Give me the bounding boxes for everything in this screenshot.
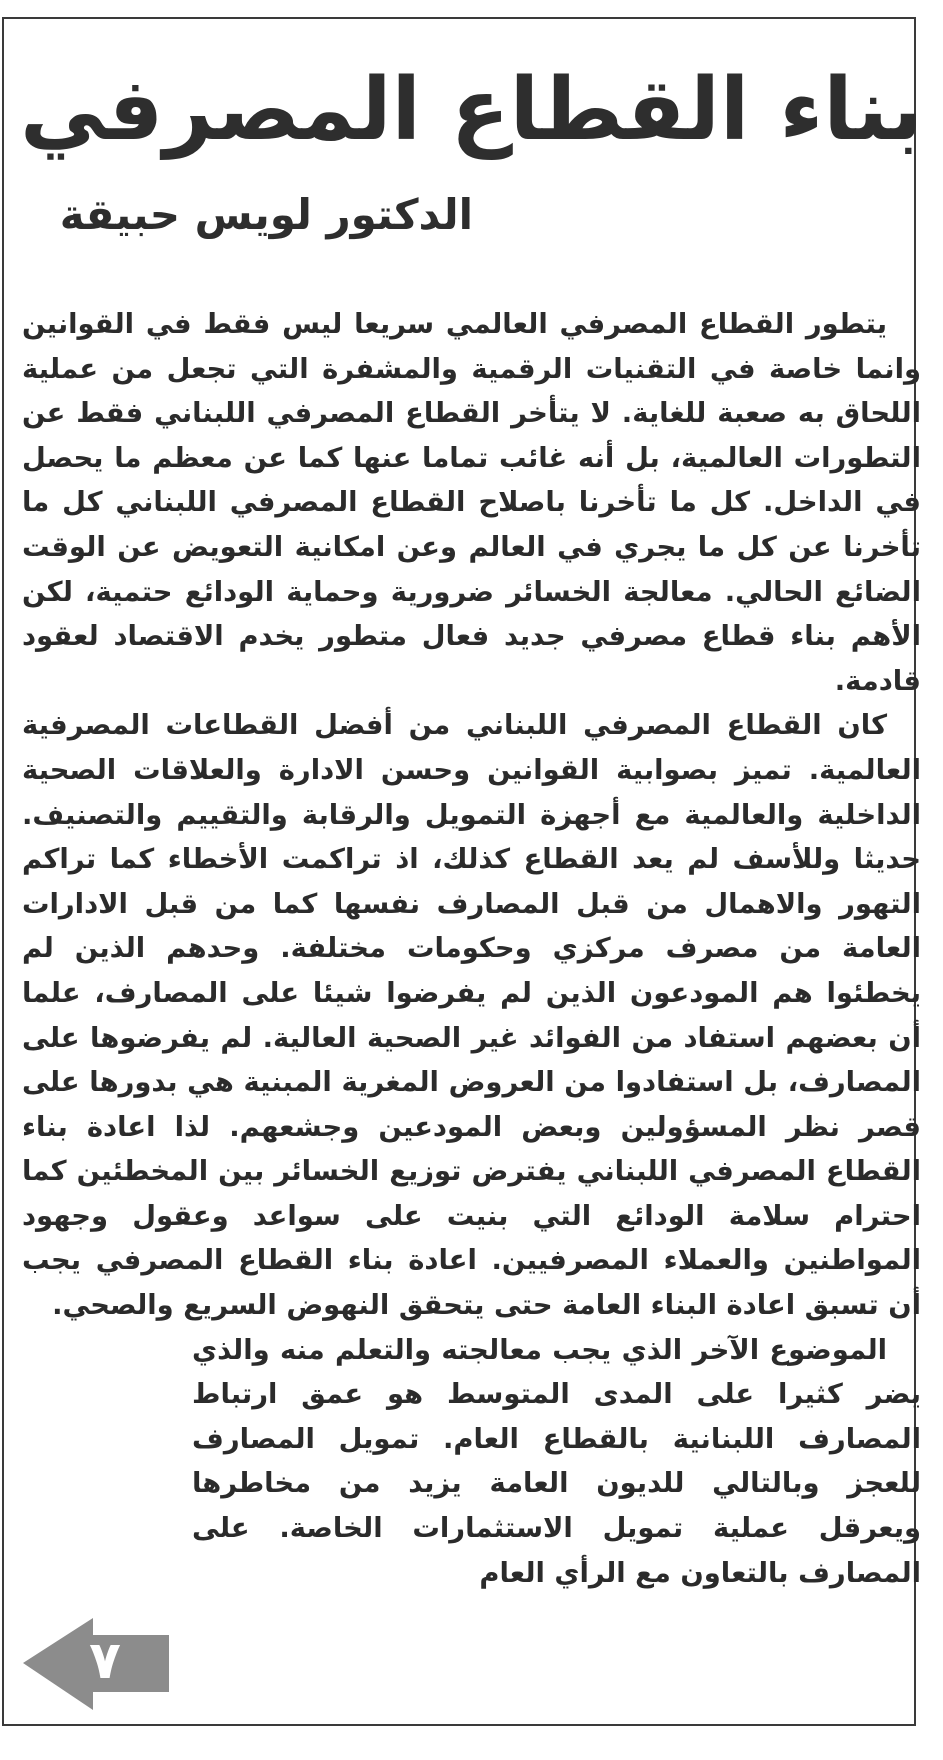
article-author: الدكتور لويس حبيقة (59, 190, 473, 239)
paragraph-1: يتطور القطاع المصرفي العالمي سريعا ليس فقط في القوانين وانما خاصة في التقنيات الرقمية والمشفرة التي تجعل من عملية اللحاق به صعبة للغاية. لا يتأخر القطاع المصرفي اللبناني فقط عن التطورات العالمية، بل أنه غائب تماما عنها كما عن معظم ما يحصل في الداخل. كل ما تأخرنا باصلاح القطاع المصرفي اللبناني كل ما تأخرنا عن كل ما يجري في العالم وعن امكانية التعويض عن الوقت الضائع الحالي. معالجة الخسائر ضرورية وحماية الودائع حتمية، لكن الأهم بناء قطاع مصرفي جديد فعال متطور يخدم الاقتصاد لعقود قادمة. (22, 309, 921, 697)
continued-page-number[interactable]: ٧ (89, 1631, 121, 1691)
article-title: بناء القطاع المصرفي (20, 60, 923, 160)
paragraph-2: كان القطاع المصرفي اللبناني من أفضل القطاعات المصرفية العالمية. تميز بصوابية القوانين وحسن الادارة والعلاقات الصحية الداخلية والعالمية مع أجهزة التمويل والرقابة والتقييم والتصنيف. حديثا وللأسف لم يعد القطاع كذلك، اذ تراكمت الأخطاء كما تراكم التهور والاهمال من قبل المصارف نفسها كما من قبل الادارات العامة من مصرف مركزي وحكومات مختلفة. وحدهم الذين لم يخطئوا هم المودعون الذين لم يفرضوا شيئا على المصارف، علما أن بعضهم استفاد من الفوائد غير الصحية العالية. لم يفرضوها على المصارف، بل استفادوا من العروض المغرية المبنية هي بدورها على قصر نظر المسؤولين وبعض المودعين وجشعهم. لذا اعادة بناء القطاع المصرفي اللبناني يفترض توزيع الخسائر بين المخطئين كما احترام سلامة الودائع التي بنيت على سواعد وعقول وجهود المواطنين والعملاء المصرفيين. اعادة بناء القطاع المصرفي يجب أن تسبق اعادة البناء العامة حتى يتحقق النهوض السريع والصحي. (22, 710, 921, 1322)
paragraph-3: الموضوع الآخر الذي يجب معالجته والتعلم منه والذي يضر كثيرا على المدى المتوسط هو عمق ارتباط المصارف اللبنانية بالقطاع العام. تمويل المصارف للعجز وبالتالي للديون العامة يزيد من مخاطرها ويعرقل عملية تمويل الاستثمارات الخاصة. على المصارف بالتعاون مع الرأي العام (192, 1334, 921, 1589)
article-body (22, 303, 921, 1596)
